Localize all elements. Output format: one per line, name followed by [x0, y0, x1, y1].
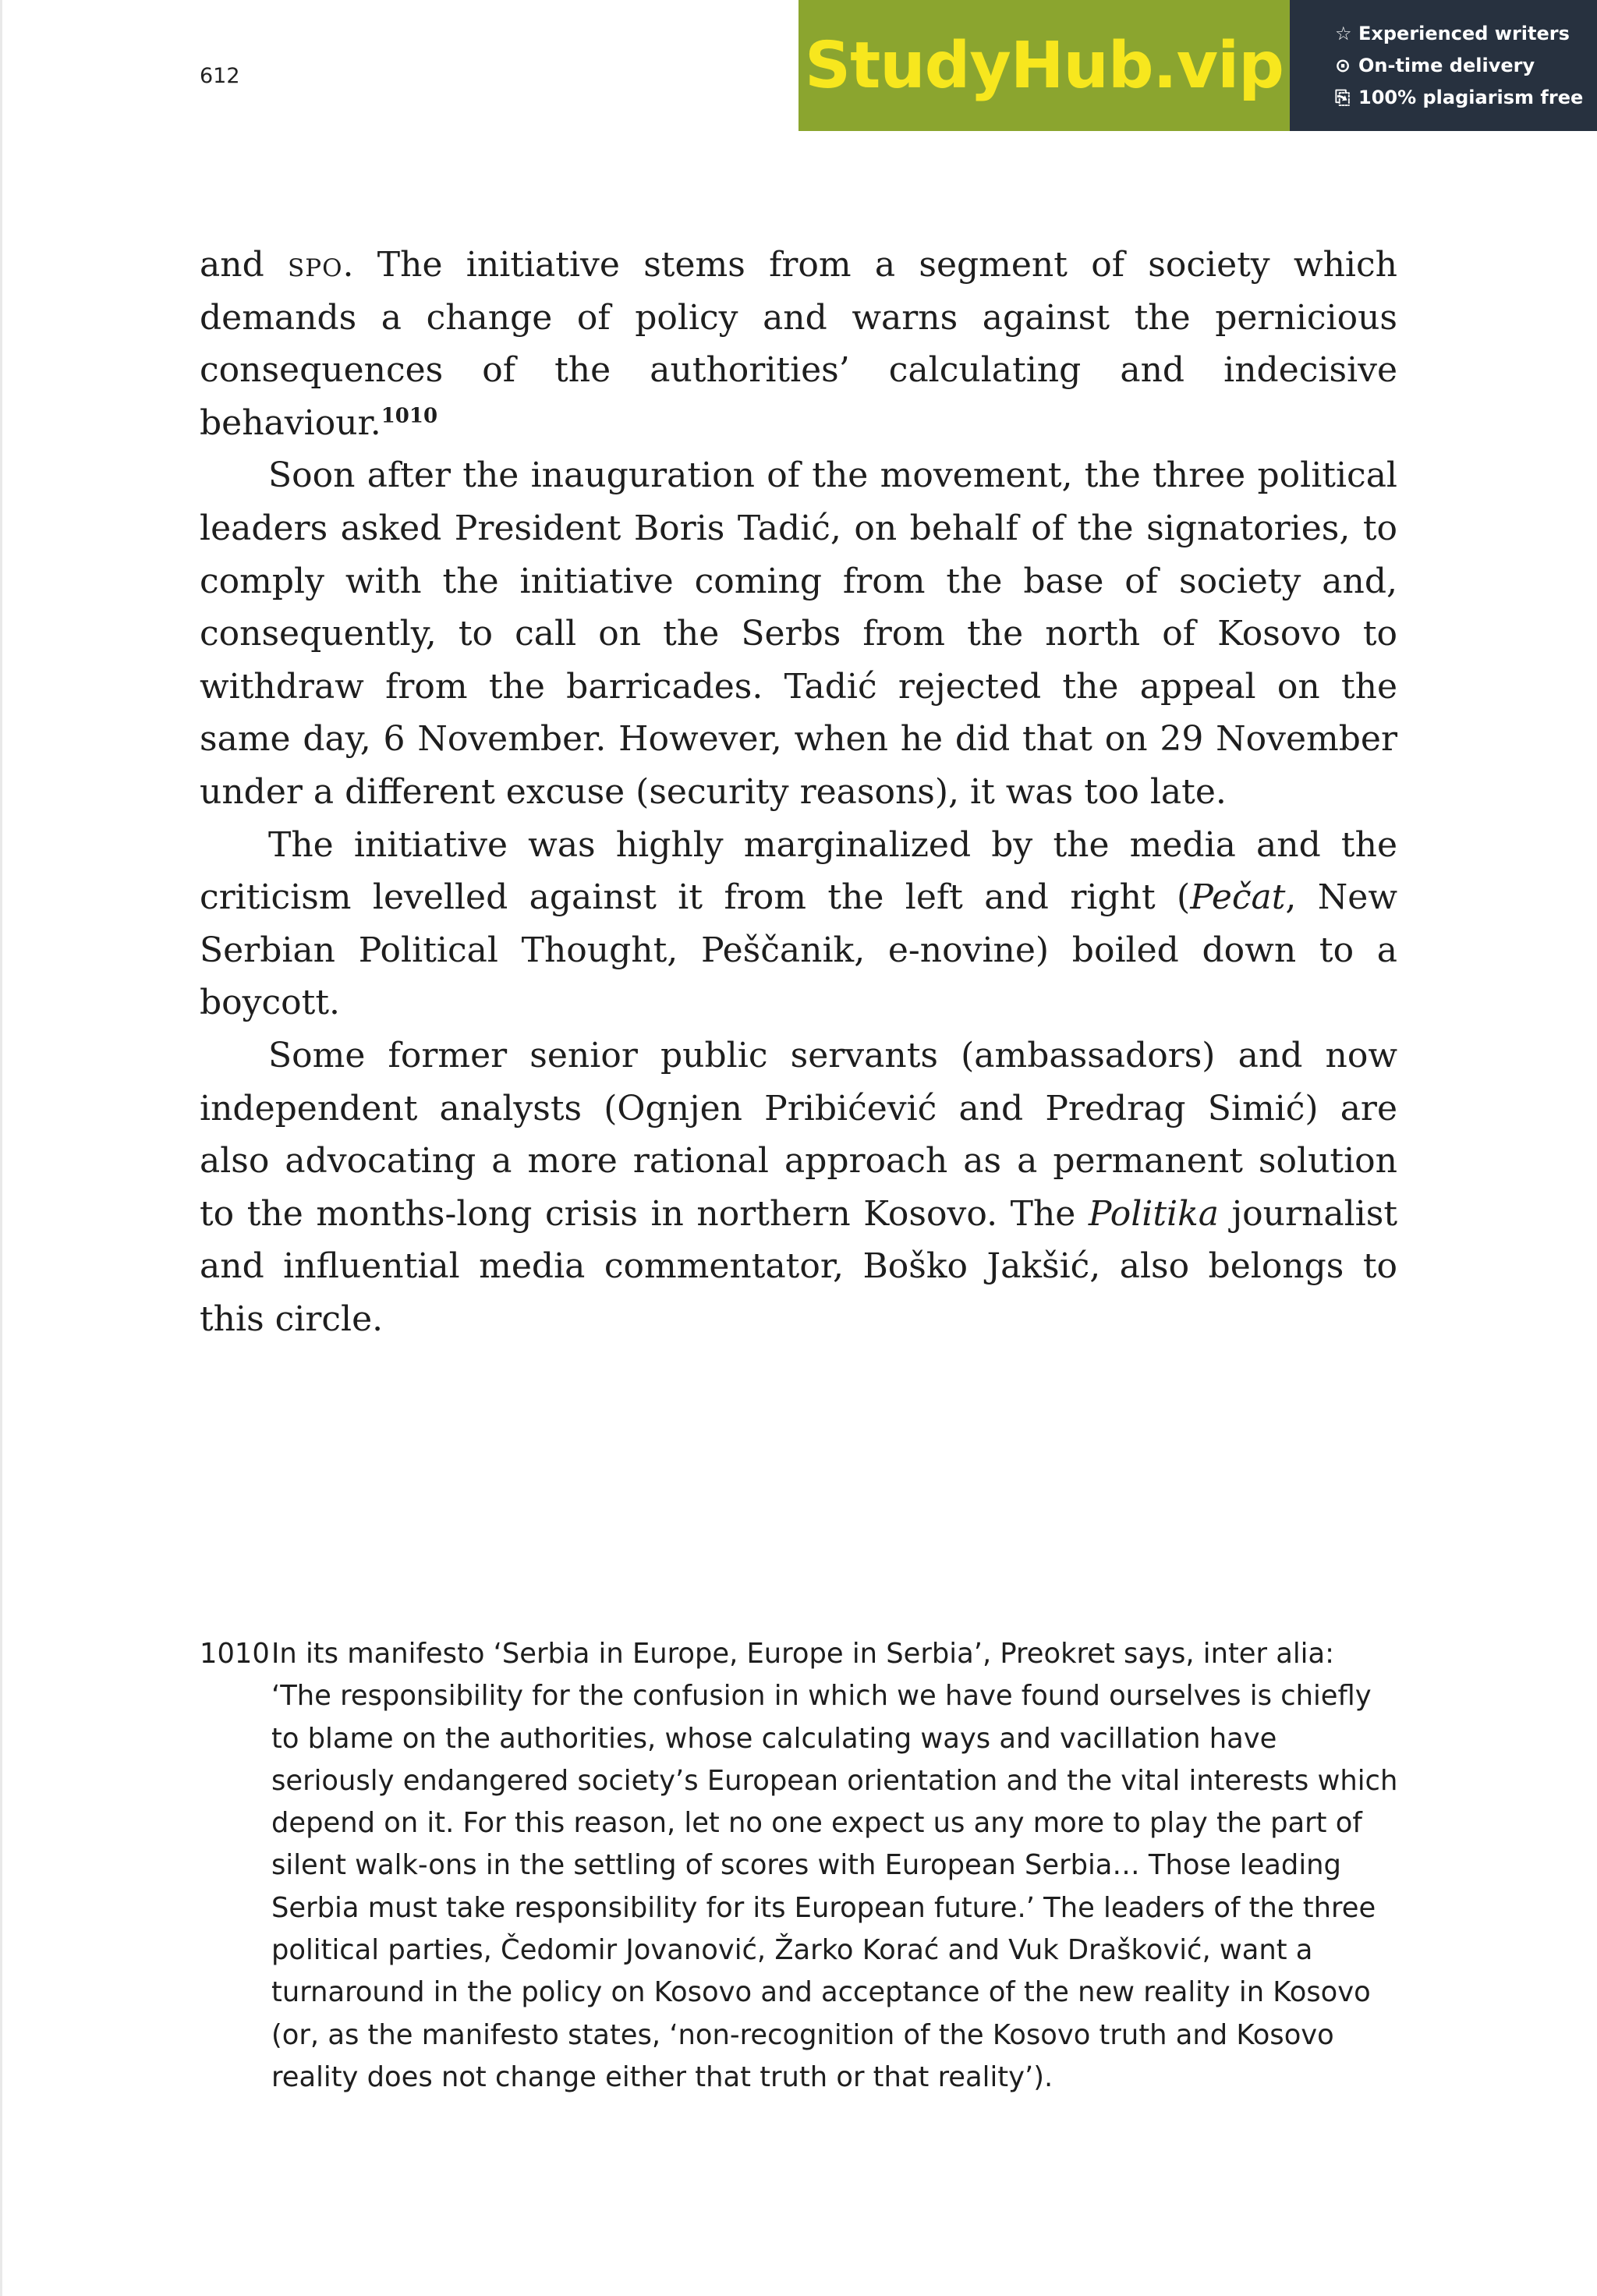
feature-experienced-writers [1335, 18, 1597, 50]
text-run: and [200, 245, 289, 285]
text-run: journalist and influential media commentator, Boško Jakšić, also belongs to this circle. [200, 1193, 1398, 1339]
emphasis: Politika [1088, 1193, 1219, 1234]
banner-features [1290, 0, 1597, 131]
paragraph-1 [200, 239, 1397, 449]
text-run: , New Serbian Political Thought, Peščanik, e-novine) boiled down to a boycott. [200, 877, 1397, 1023]
studyhub-logo[interactable]: StudyHub.vip [805, 28, 1284, 103]
text-run: The initiative was highly marginalized by the media and the criticism levelled against it from the left and right ( [200, 824, 1397, 918]
paragraph-3 [200, 819, 1397, 1029]
footnote [200, 1633, 1400, 2099]
feature-label: On-time delivery [1358, 54, 1535, 76]
feature-on-time-delivery [1335, 50, 1597, 82]
document-icon: ⎘ [1335, 86, 1351, 108]
emphasis: Pečat [1190, 877, 1286, 918]
star-icon: ☆ [1335, 22, 1352, 44]
feature-label: Experienced writers [1358, 22, 1570, 44]
studyhub-banner[interactable] [798, 0, 1597, 131]
paragraph-4 [200, 1029, 1397, 1346]
feature-label: 100% plagiarism free [1358, 86, 1584, 108]
footnote-number: 1010 [200, 1638, 270, 1670]
text-run: . The initiative stems from a segment of society which demands a change of policy and warns against the pernicious consequences of the authorities’ calculating and indecisive behaviour. [200, 245, 1397, 443]
footnote-text: In its manifesto ‘Serbia in Europe, Europe in Serbia’, Preokret says, inter alia: ‘The responsibility for the confusion in which we have found ourselves is chiefly to blame on the authorities, whose calculating ways and vacillation have seriously endangered society’s European orientation and the vital interests which depend on it. For this reason, let no one expect us any more to play the part of silent walk-ons in the settling of scores with European Serbia… Those leading Serbia must take responsibility for its European future.’ The leaders of the three political parties, Čedomir Jovanović, Žarko Korać and Vuk Drašković, want a turnaround in the policy on Kosovo and acceptance of the new reality in Kosovo (or, as the manifesto states, ‘non-recognition of the Kosovo truth and Kosovo reality does not change either that truth or that reality’). [271, 1638, 1398, 2093]
text-run: Some former senior public servants (ambassadors) and now independent analysts (Ognjen Pribićević and Predrag Simić) are also advocating a more rational approach as a permanent solution to the months-long crisis in northern Kosovo. The [200, 1035, 1397, 1234]
paragraph-2: Soon after the inauguration of the movement, the three political leaders asked President Boris Tadić, on behalf of the signatories, to comply with the initiative coming from the base of society and, consequently, to call on the Serbs from the north of Kosovo to withdraw from the barricades. Tadić rejected the appeal on the same day, 6 November. However, when he did that on 29 November under a different excuse (security reasons), it was too late. [200, 455, 1397, 812]
clock-icon: ⊙ [1335, 54, 1351, 76]
party-acronym: spo [288, 245, 343, 285]
page-number: 612 [200, 64, 240, 88]
banner-brand[interactable] [798, 0, 1290, 131]
footnote-reference[interactable]: 1010 [381, 404, 438, 428]
feature-plagiarism-free [1335, 82, 1597, 114]
page-edge [0, 0, 2, 2296]
body-text [200, 239, 1397, 1345]
